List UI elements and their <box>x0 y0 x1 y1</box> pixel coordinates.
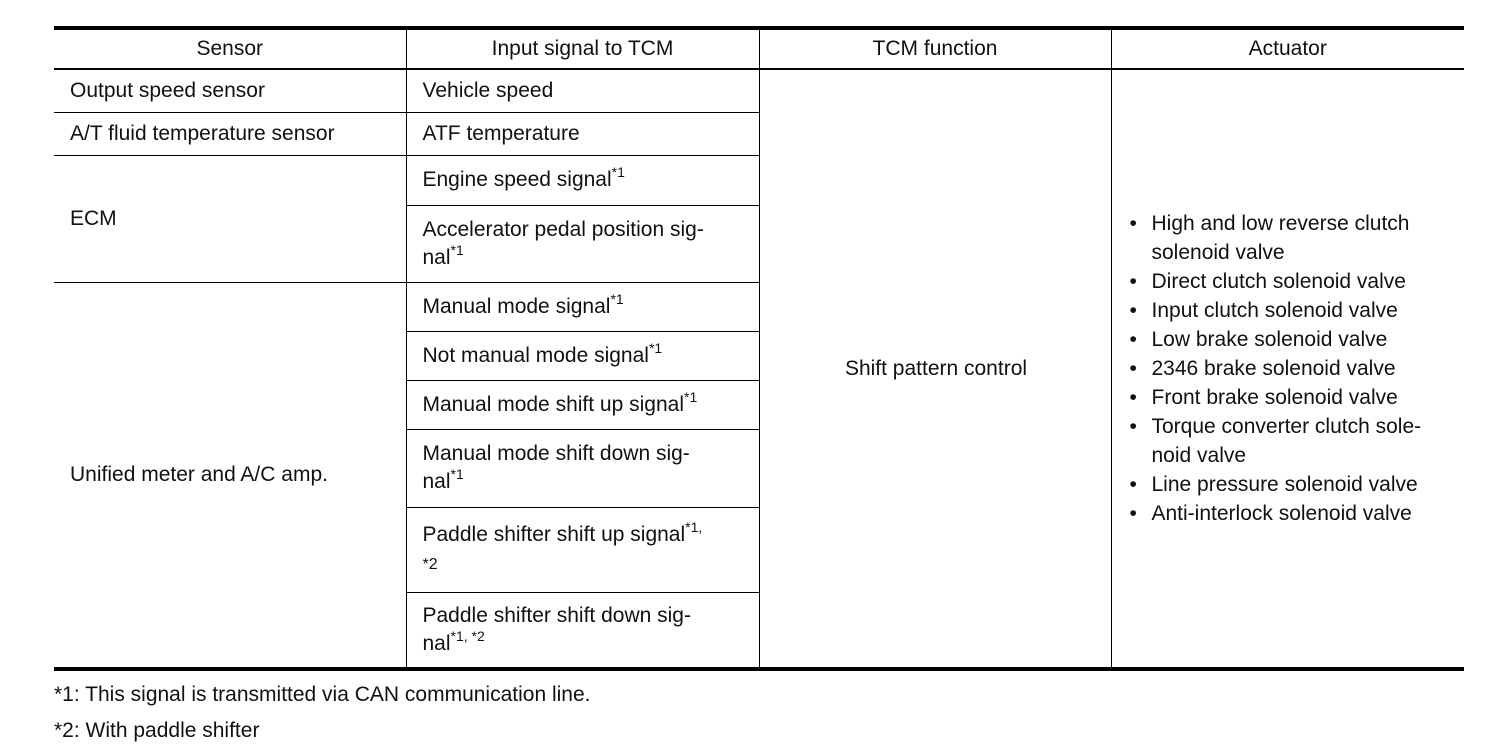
actuator-list <box>1128 209 1451 528</box>
actuator-item: • 2346 brake solenoid valve <box>1128 354 1451 383</box>
actuator-item: • Front brake solenoid valve <box>1128 383 1451 412</box>
sensor-cell: Output speed sensor <box>54 69 406 112</box>
actuator-cell <box>1111 69 1464 669</box>
signal-cell: Paddle shifter shift down sig- nal$^{*1, *2}$ <box>406 592 759 669</box>
actuator-item: • Low brake solenoid valve <box>1128 325 1451 354</box>
actuator-item: • High and low reverse clutch solenoid valve <box>1128 209 1451 267</box>
sensor-cell: ECM <box>54 155 406 282</box>
signal-cell: Manual mode shift down sig- nal$^{*1}$ <box>406 429 759 507</box>
signal-cell: Paddle shifter shift up signal$^{*1,}$ *2 <box>406 507 759 592</box>
sensor-cell: Unified meter and A/C amp. <box>54 282 406 669</box>
actuator-item: • Input clutch solenoid valve <box>1128 296 1451 325</box>
document-body <box>54 26 1464 749</box>
actuator-item: • Anti-interlock solenoid valve <box>1128 499 1451 528</box>
tcm-function-text: Shift pattern control <box>844 356 1028 380</box>
footnote-1: *1: This signal is transmitted via CAN communication line. <box>54 683 591 706</box>
actuator-item: • Line pressure solenoid valve <box>1128 470 1451 499</box>
signal-cell: Vehicle speed <box>406 69 759 112</box>
header-input-signal: Input signal to TCM <box>406 28 759 69</box>
signal-cell: ATF temperature <box>406 112 759 155</box>
signal-cell: Accelerator pedal position sig- nal$^{*1}$ <box>406 205 759 282</box>
header-tcm-function: TCM function <box>759 28 1111 69</box>
signal-cell: Engine speed signal$^{*1}$ <box>406 155 759 205</box>
signal-cell: Not manual mode signal$^{*1}$ <box>406 331 759 380</box>
sensor-cell: A/T fluid temperature sensor <box>54 112 406 155</box>
footnote-2: *2: With paddle shifter <box>54 719 260 742</box>
actuator-item: • Torque converter clutch sole- noid valve <box>1128 412 1451 470</box>
footnotes <box>54 677 1464 749</box>
header-sensor: Sensor <box>54 28 406 69</box>
signal-cell: Manual mode shift up signal$^{*1}$ <box>406 380 759 429</box>
table-header-row <box>54 28 1464 69</box>
tcm-function-cell <box>759 69 1111 669</box>
tcm-input-output-table <box>54 26 1464 671</box>
table-row <box>54 69 1464 112</box>
actuator-item: • Direct clutch solenoid valve <box>1128 267 1451 296</box>
signal-cell: Manual mode signal$^{*1}$ <box>406 282 759 331</box>
header-actuator: Actuator <box>1111 28 1464 69</box>
